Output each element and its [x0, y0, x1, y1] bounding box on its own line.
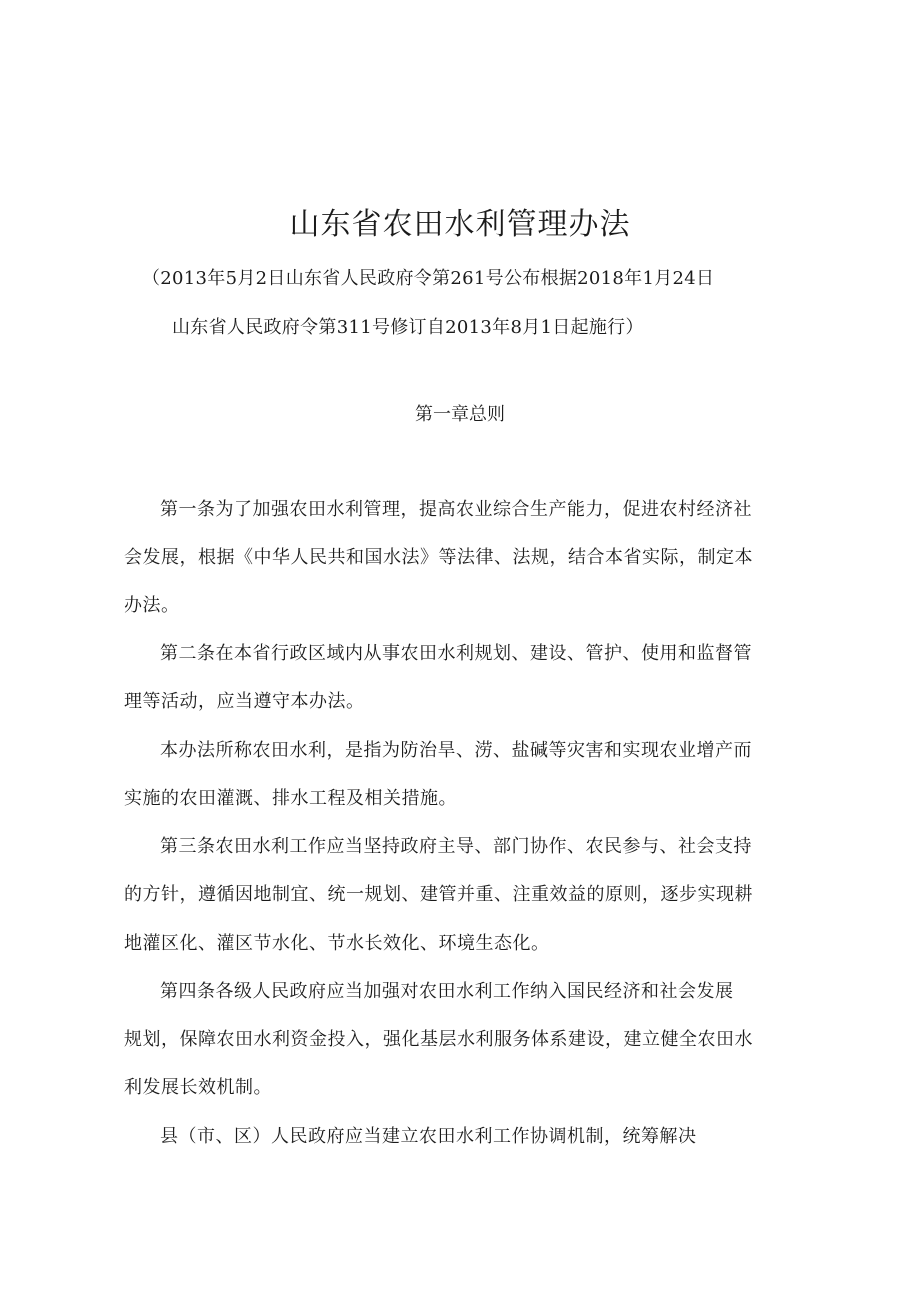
body-line: 第一条为了加强农田水利管理，提高农业综合生产能力，促进农村经济社: [160, 499, 752, 520]
body-line: 规划，保障农田水利资金投入，强化基层水利服务体系建设，建立健全农田水: [124, 1029, 753, 1050]
subtitle-line-1: （2013年5月2日山东省人民政府令第261号公布根据2018年1月24日: [142, 268, 715, 289]
body-line: 办法。: [124, 595, 180, 616]
body-line: 第三条农田水利工作应当坚持政府主导、部门协作、农民参与、社会支持: [160, 836, 752, 857]
body-line: 县（市、区）人民政府应当建立农田水利工作协调机制，统筹解决: [160, 1126, 697, 1147]
body-line: 第四条各级人民政府应当加强对农田水利工作纳入国民经济和社会发展: [160, 981, 734, 1002]
body-line: 的方针，遵循因地制宜、统一规划、建管并重、注重效益的原则，逐步实现耕: [124, 884, 753, 905]
body-line: 实施的农田灌溉、排水工程及相关措施。: [124, 788, 457, 809]
body-line: 理等活动，应当遵守本办法。: [124, 691, 365, 712]
subtitle-line-2: 山东省人民政府令第311号修订自2013年8月1日起施行）: [172, 317, 644, 338]
body-line: 第二条在本省行政区域内从事农田水利规划、建设、管护、使用和监督管: [160, 643, 752, 664]
body-line: 地灌区化、灌区节水化、节水长效化、环境生态化。: [124, 933, 550, 954]
document-title: 山东省农田水利管理办法: [289, 207, 631, 242]
body-line: 会发展，根据《中华人民共和国水法》等法律、法规，结合本省实际，制定本: [124, 547, 753, 568]
body-line: 利发展长效机制。: [124, 1077, 272, 1098]
body-line: 本办法所称农田水利，是指为防治旱、涝、盐碱等灾害和实现农业增产而: [160, 740, 752, 761]
chapter-heading: 第一章总则: [415, 404, 505, 425]
